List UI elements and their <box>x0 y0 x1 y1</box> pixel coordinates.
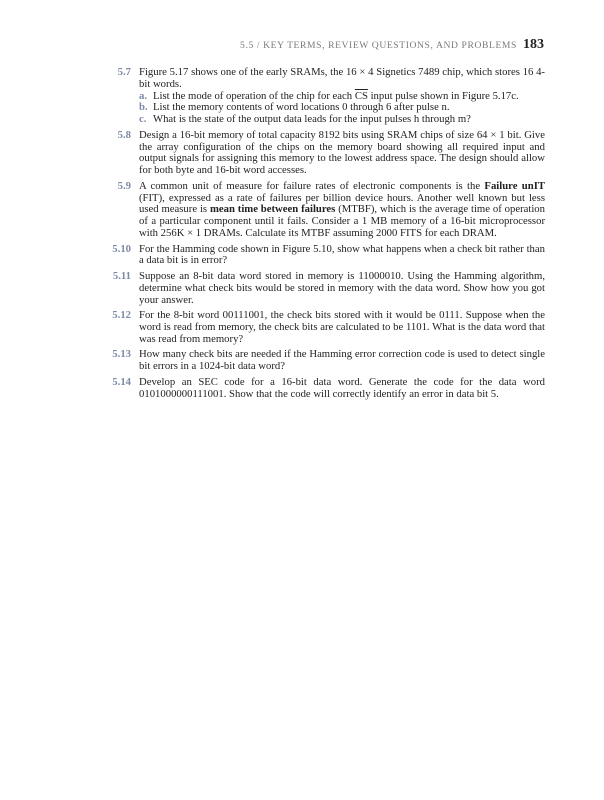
problem-text: For the Hamming code shown in Figure 5.10, show what happens when a check bit rather than a data bit is in error? <box>139 242 545 267</box>
text-segment: (FIT), expressed as a rate of failures per billion device hours. Another well known but less used measure is <box>139 191 545 216</box>
subpart-text: What is the state of the output data leads for the input pulses h through m? <box>153 113 471 126</box>
problem-text: How many check bits are needed if the Hamming error correction code is used to detect single bit errors in a 1024-bit data word? <box>139 348 545 373</box>
problem-number: 5.14 <box>112 375 131 388</box>
problem-number: 5.10 <box>112 242 131 255</box>
problem-number: 5.13 <box>112 348 131 361</box>
problem-5-13 <box>105 349 545 373</box>
subpart-text-end: input pulse shown in Figure 5.17c. <box>367 89 519 102</box>
problem-text <box>139 181 545 240</box>
running-header <box>240 35 544 53</box>
problem-5-7 <box>105 67 545 126</box>
key-term-fit: Failure unIT <box>484 179 545 192</box>
subpart-letter: b. <box>139 101 148 114</box>
subpart-text-start: List the mode of operation of the chip for each <box>153 89 355 102</box>
problem-5-9 <box>105 181 545 240</box>
subpart-letter: c. <box>139 113 147 126</box>
problem-text: For the 8-bit word 00111001, the check bits stored with it would be 0111. Suppose when the word is read from memory, the check bits are calculated to be 1101. What is the data word that was read from memory? <box>139 309 545 345</box>
problem-5-14 <box>105 377 545 401</box>
problem-number: 5.12 <box>112 309 131 322</box>
subpart-c <box>139 114 545 126</box>
subpart-text: List the memory contents of word locations 0 through 6 after pulse n. <box>153 101 450 114</box>
problem-number: 5.7 <box>117 66 131 78</box>
page-number: 183 <box>523 37 544 52</box>
text-segment: A common unit of measure for failure rates of electronic components is the <box>139 179 485 192</box>
problem-list <box>105 67 545 404</box>
problem-number: 5.9 <box>117 179 131 192</box>
problem-5-10 <box>105 244 545 268</box>
subpart-letter: a. <box>139 89 148 102</box>
problem-text: Suppose an 8-bit data word stored in memory is 11000010. Using the Hamming algorithm, determine what check bits would be stored in memory with the data word. Show how you got your answer. <box>139 269 545 306</box>
problem-number: 5.11 <box>112 269 131 282</box>
problem-text: Design a 16-bit memory of total capacity 8192 bits using SRAM chips of size 64 × 1 bit. Give the array configuration of the chips on the memory board showing all required input and output signals for assigning this memory to the lowest address space. The design should allow for both byte and 16-bit word accesses. <box>139 128 545 177</box>
problem-5-11 <box>105 271 545 306</box>
problem-5-12 <box>105 310 545 345</box>
problem-number: 5.8 <box>117 128 131 141</box>
key-term-mtbf: mean time between failures <box>209 203 336 216</box>
text-segment: (MTBF), which is the average time of operation of a particular component until it fails. Consider a 1 MB memory of a 16-bit microprocessor with 256K × 1 DRAMs. Calculate its MTBF assuming 2000 FITS for each DRAM. <box>139 203 545 239</box>
section-title: 5.5 / KEY TERMS, REVIEW QUESTIONS, AND PROBLEMS <box>240 40 517 51</box>
problem-text: Figure 5.17 shows one of the early SRAMs, the 16 × 4 Signetics 7489 chip, which stores 16 4-bit words. <box>139 66 545 90</box>
chip-select-signal: $\overline{CS}$ <box>354 89 368 102</box>
problem-text: Develop an SEC code for a 16-bit data word. Generate the code for the data word 0101000000111001. Show that the code will correctly identify an error in data bit 5. <box>139 375 545 400</box>
problem-5-8 <box>105 130 545 177</box>
